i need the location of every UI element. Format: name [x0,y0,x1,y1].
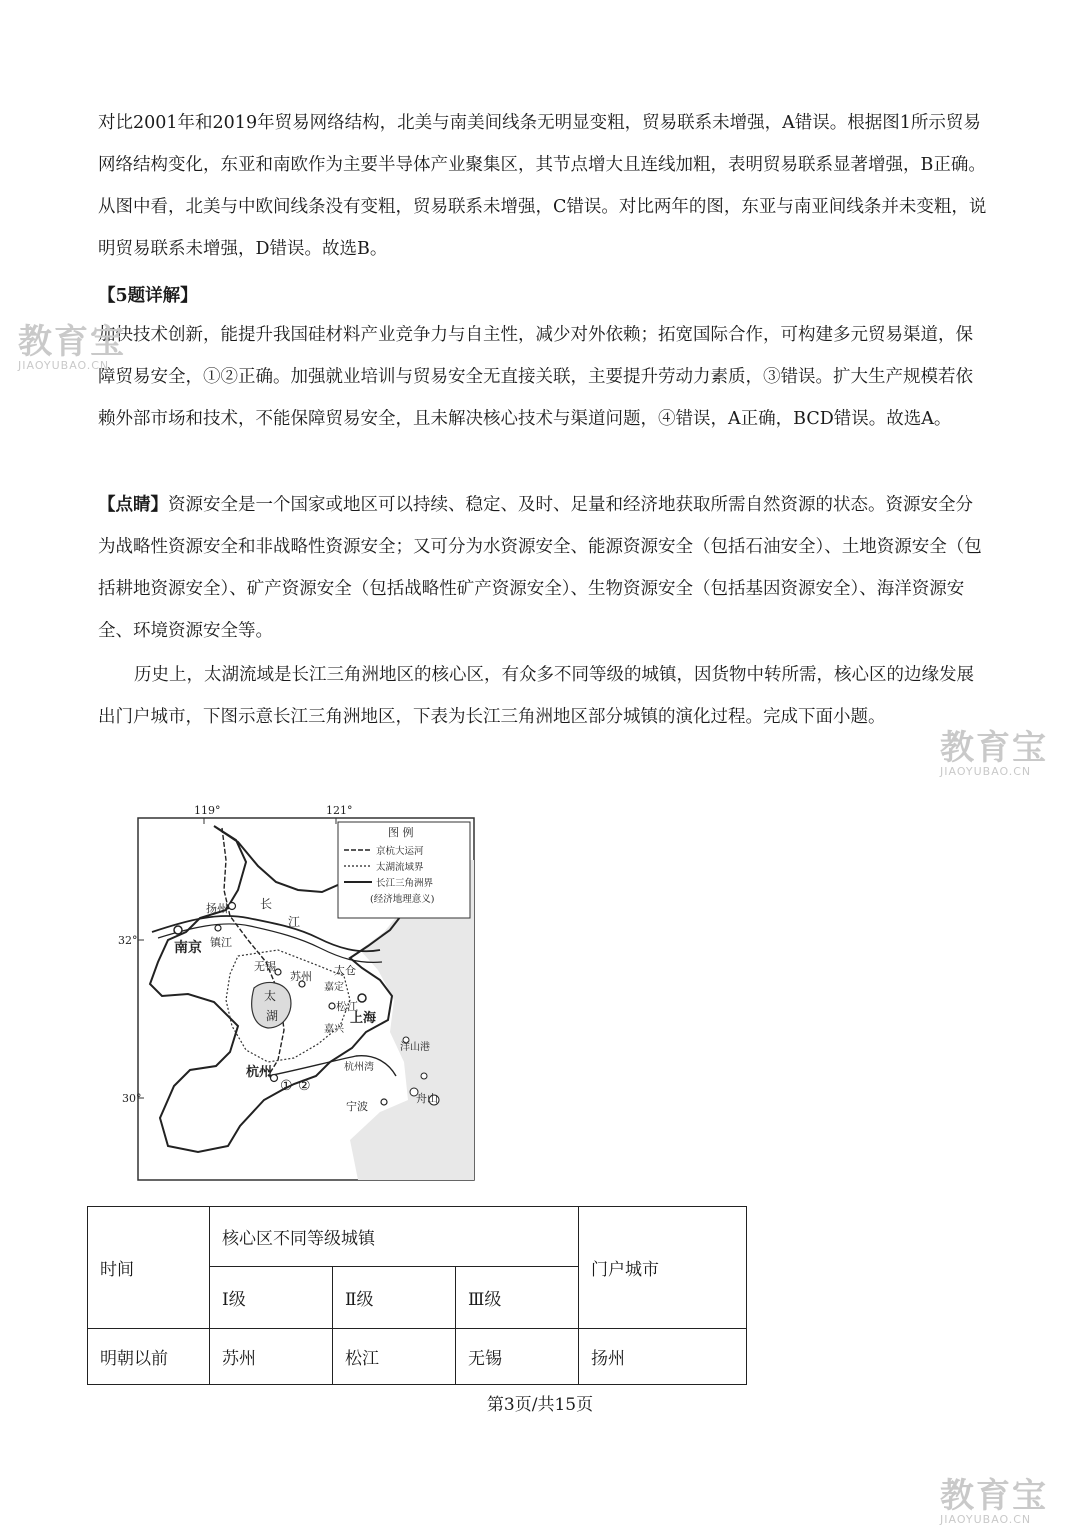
tip-text: 资源安全是一个国家或地区可以持续、稳定、及时、足量和经济地获取所需自然资源的状态。资源安全分为战略性资源安全和非战略性资源安全；又可分为水资源安全、能源资源安全（包括石油安全）、土地资源安全（包括耕地资源安全）、矿产资源安全（包括战略性矿产资源安全）、生物资源安全（包括基因资源安全）、海洋资源安全、环境资源安全等。 [98,495,982,641]
city-hangzhou: 杭州 [246,1065,273,1080]
city-ningbo: 宁波 [346,1100,368,1113]
marker-2: ② [298,1078,311,1094]
answer-paragraph-4 [98,102,988,270]
city-evolution-table [87,1206,747,1385]
lat-label-32: 32° [118,934,138,947]
city-zhoushan: 舟山 [416,1092,438,1105]
city-jiading: 嘉定 [324,982,344,993]
watermark-logo: 教育宝 JIAOYUBAO.CN [940,728,1048,778]
city-songjiang: 松江 [336,1000,358,1013]
city-jiaxing: 嘉兴 [324,1024,344,1035]
legend-item-basin: 太湖流域界 [376,862,424,873]
legend-item-delta: 长江三角洲界 [376,878,434,889]
city-taicang: 太仓 [334,964,356,977]
cell-time: 明朝以前 [88,1329,210,1385]
legend-title: 图 例 [388,826,414,839]
watermark-logo: 教育宝 JIAOYUBAO.CN [18,322,126,372]
bay-hangzhouwan: 杭州湾 [344,1062,374,1073]
tip-label: 【点睛】 [98,495,168,515]
answer-paragraph-5 [98,314,988,440]
city-shanghai: 上海 [350,1011,377,1026]
city-yangzhou: 扬州 [206,902,228,915]
lon-label-119: 119° [194,804,221,817]
header-core: 核心区不同等级城镇 [210,1207,579,1267]
legend-item-canal: 京杭大运河 [376,846,424,857]
table-row [88,1329,747,1385]
legend-item-note: (经济地理意义) [370,894,435,905]
lake-label-hu: 湖 [266,1009,279,1023]
river-label-chang: 长 [260,897,273,911]
port-yangshan: 洋山港 [400,1042,430,1053]
paragraph-text: 对比2001年和2019年贸易网络结构，北美与南美间线条无明显变粗，贸易联系未增强，A错误。根据图1所示贸易网络结构变化，东亚和南欧作为主要半导体产业聚集区，其节点增大且连线加粗，表明贸易联系显著增强，B正确。从图中看，北美与中欧间线条没有变粗，贸易联系未增强，C错误。对比两年的图，东亚与南亚间线条并未变粗，说明贸易联系未增强，D错误。故选B。 [98,113,987,259]
header-time: 时间 [88,1207,210,1329]
watermark-logo: 教育宝 JIAOYUBAO.CN [940,1476,1048,1526]
yangtze-delta-map [118,800,480,1184]
paragraph-text: 加快技术创新，能提升我国硅材料产业竞争力与自主性，减少对外依赖；拓宽国际合作，可构建多元贸易渠道，保障贸易安全，①②正确。加强就业培训与贸易安全无直接关联，主要提升劳动力素质，③错误。扩大生产规模若依赖外部市场和技术，不能保障贸易安全，且未解决核心技术与渠道问题，④错误，A正确，BCD错误。故选A。 [98,325,973,429]
section-heading-q5: 【5题详解】 [98,286,198,306]
table-header-row [88,1207,747,1267]
header-gateway: 门户城市 [579,1207,747,1329]
river-label-jiang: 江 [288,915,301,929]
question-stem [98,654,988,738]
cell-level-1: 苏州 [210,1329,333,1385]
header-level-2: Ⅱ级 [333,1267,456,1329]
lat-label-30: 30° [122,1092,142,1105]
tip-paragraph [98,484,988,652]
marker-1: ① [280,1078,293,1094]
header-level-1: Ⅰ级 [210,1267,333,1329]
page-number: 第3页/共15页 [486,1395,594,1415]
lake-label-tai: 太 [264,989,277,1003]
city-wuxi: 无锡 [254,960,276,973]
cell-level-2: 松江 [333,1329,456,1385]
question-text: 历史上，太湖流域是长江三角洲地区的核心区，有众多不同等级的城镇，因货物中转所需，核心区的边缘发展出门户城市，下图示意长江三角洲地区，下表为长江三角洲地区部分城镇的演化过程。完成下面小题。 [98,665,974,727]
city-nanjing: 南京 [174,940,202,956]
cell-gateway: 扬州 [579,1329,747,1385]
lon-label-121: 121° [326,804,353,817]
header-level-3: Ⅲ级 [456,1267,579,1329]
cell-level-3: 无锡 [456,1329,579,1385]
city-suzhou: 苏州 [290,970,312,983]
city-zhenjiang: 镇江 [210,936,232,949]
